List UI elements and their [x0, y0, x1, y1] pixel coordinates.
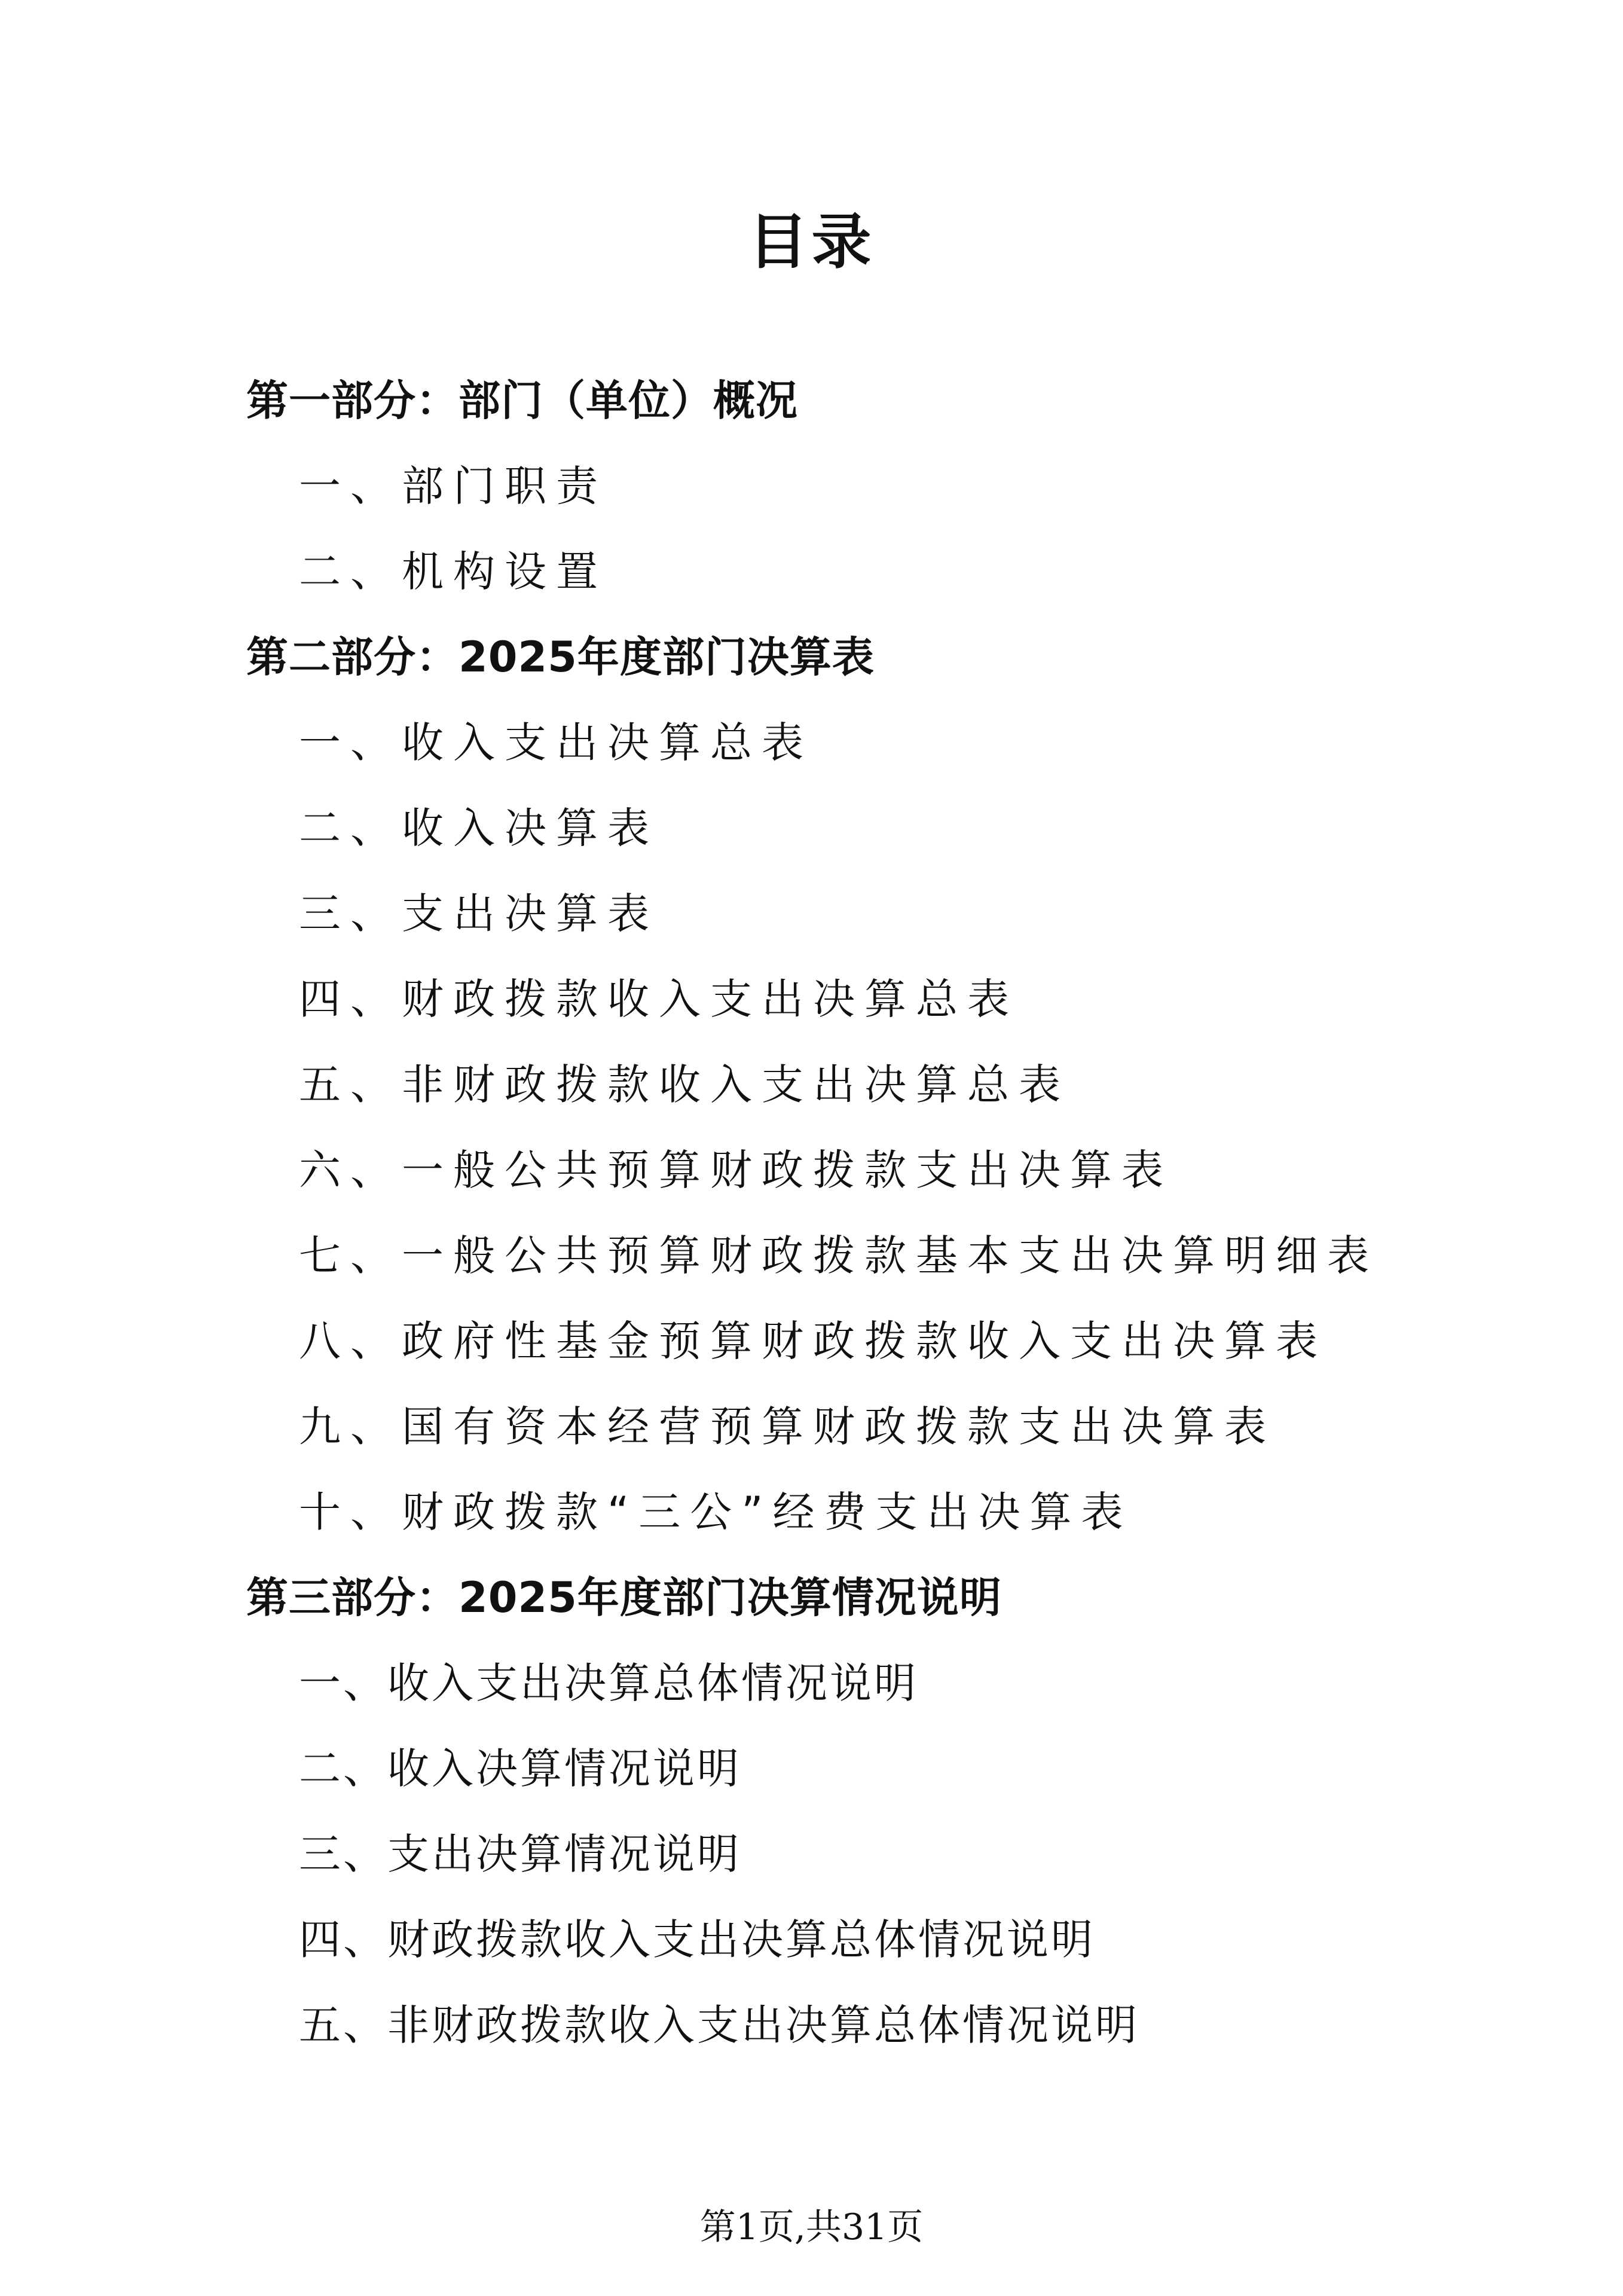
page-footer: 第1页,共31页	[699, 2206, 924, 2248]
toc-part-2-heading[interactable]: 第二部分：2025年度部门决算表	[246, 633, 875, 682]
toc-part-2-item-4[interactable]: 四、财政拨款收入支出决算总表	[299, 975, 1019, 1024]
toc-part-2-item-5[interactable]: 五、非财政拨款收入支出决算总表	[299, 1060, 1070, 1109]
toc-part-3-item-1[interactable]: 一、收入支出决算总体情况说明	[299, 1659, 918, 1708]
toc-title: 目录	[748, 207, 875, 277]
toc-part-3-item-3[interactable]: 三、支出决算情况说明	[299, 1830, 741, 1879]
toc-part-2-item-3[interactable]: 三、支出决算表	[299, 889, 659, 938]
toc-part-2-item-9[interactable]: 九、国有资本经营预算财政拨款支出决算表	[299, 1402, 1276, 1451]
toc-part-2-item-6[interactable]: 六、一般公共预算财政拨款支出决算表	[299, 1146, 1173, 1195]
toc-part-3-item-2[interactable]: 二、收入决算情况说明	[299, 1744, 741, 1793]
toc-part-2-item-7[interactable]: 七、一般公共预算财政拨款基本支出决算明细表	[299, 1231, 1379, 1280]
toc-part-3-item-4[interactable]: 四、财政拨款收入支出决算总体情况说明	[299, 1915, 1095, 1964]
toc-part-2-item-1[interactable]: 一、收入支出决算总表	[299, 718, 813, 767]
toc-part-1-item-1[interactable]: 一、部门职责	[299, 462, 607, 511]
toc-part-3-heading[interactable]: 第三部分：2025年度部门决算情况说明	[246, 1573, 1002, 1622]
toc-part-1-heading[interactable]: 第一部分：部门（单位）概况	[246, 376, 798, 425]
toc-part-1-item-2[interactable]: 二、机构设置	[299, 547, 607, 596]
toc-part-2-item-2[interactable]: 二、收入决算表	[299, 804, 659, 853]
toc-part-3-item-5[interactable]: 五、非财政拨款收入支出决算总体情况说明	[299, 2001, 1139, 2050]
toc-part-2-item-8[interactable]: 八、政府性基金预算财政拨款收入支出决算表	[299, 1317, 1327, 1366]
toc-part-2-item-10[interactable]: 十、财政拨款“三公”经费支出决算表	[299, 1488, 1133, 1537]
